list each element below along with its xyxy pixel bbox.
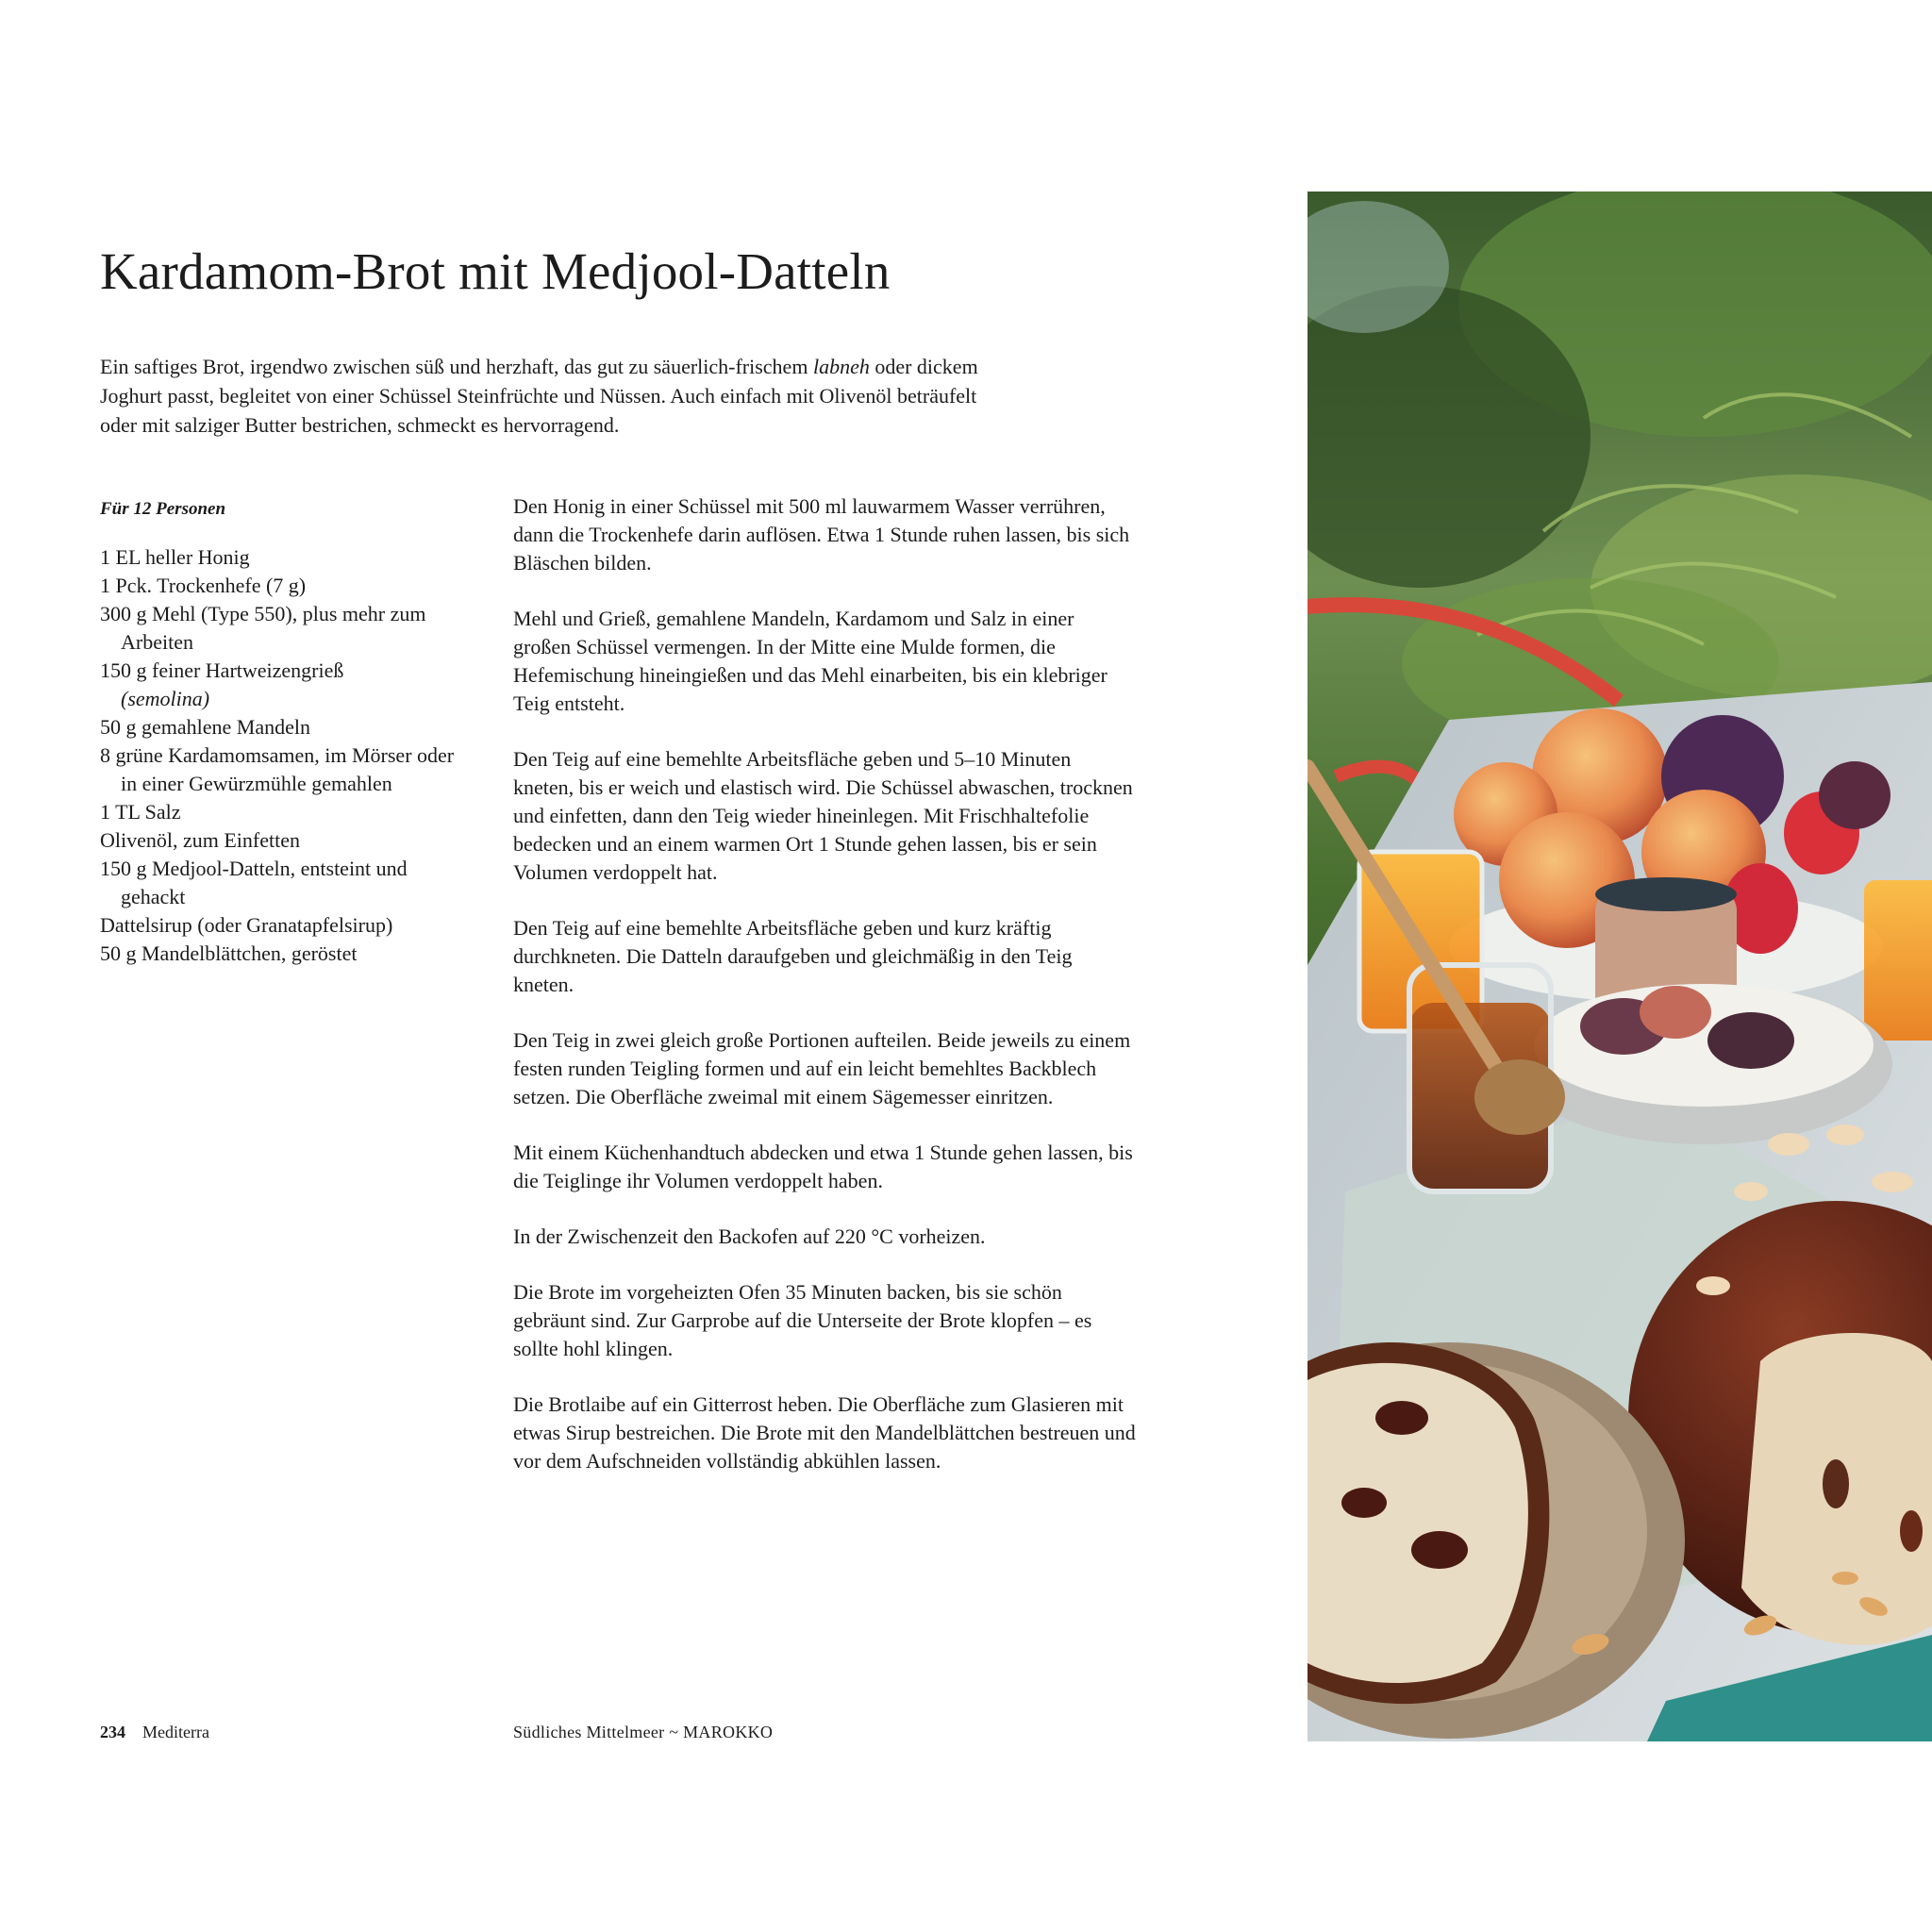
ingredient-item: 1 Pck. Trockenhefe (7 g) bbox=[100, 574, 307, 597]
method-step: Den Teig in zwei gleich große Portionen aufteilen. Beide jeweils zu einem festen runden Teigling formen und auf ein leicht bemehltes Backblech setzen. Die Oberfläche zweimal mit einem Sägemesser einritzen. bbox=[513, 1028, 1131, 1108]
book-title: Mediterra bbox=[142, 1723, 209, 1741]
method-step: Die Brotlaibe auf ein Gitterrost heben. Die Oberfläche zum Glasieren mit etwas Sirup bestreichen. Die Brote mit den Mandelblättchen bestreuen und vor dem Aufschneiden vollständig abkühlen lassen. bbox=[513, 1392, 1136, 1473]
ingredient-item: Dattelsirup (oder Granatapfelsirup) bbox=[100, 913, 393, 937]
method-step: In der Zwischenzeit den Backofen auf 220 °C vorheizen. bbox=[513, 1224, 986, 1248]
method-step: Mit einem Küchenhandtuch abdecken und etwa 1 Stunde gehen lassen, bis die Teiglinge ihr Volumen verdoppelt haben. bbox=[513, 1141, 1133, 1192]
page-number: 234 bbox=[100, 1723, 125, 1741]
method-column bbox=[513, 492, 1136, 1503]
ingredient-item: 50 g gemahlene Mandeln bbox=[100, 715, 310, 739]
ingredient-item: 8 grüne Kardamomsamen, im Mörser oder in einer Gewürzmühle gemahlen bbox=[100, 743, 455, 795]
ingredients-column bbox=[100, 494, 468, 968]
method-step: Mehl und Grieß, gemahlene Mandeln, Kardamom und Salz in einer großen Schüssel vermengen. In der Mitte eine Mulde formen, die Hefemischung hineingießen und das Mehl einarbeiten, bis ein klebriger Teig entsteht. bbox=[513, 607, 1108, 715]
ingredient-item: 150 g Medjool-Datteln, entsteint und gehackt bbox=[100, 857, 408, 908]
method-step: Den Teig auf eine bemehlte Arbeitsfläche geben und kurz kräftig durchkneten. Die Datteln daraufgeben und gleichmäßig in den Teig kneten. bbox=[513, 916, 1073, 996]
ingredient-item: Olivenöl, zum Einfetten bbox=[100, 828, 300, 852]
ingredient-list bbox=[100, 543, 468, 968]
method-step: Den Honig in einer Schüssel mit 500 ml lauwarmem Wasser verrühren, dann die Trockenhefe darin auflösen. Etwa 1 Stunde ruhen lassen, bis sich Bläschen bilden. bbox=[513, 494, 1130, 575]
servings-label: Für 12 Personen bbox=[100, 499, 226, 519]
ingredient-item: 1 TL Salz bbox=[100, 800, 181, 824]
intro-italic-term: labneh bbox=[812, 355, 870, 378]
section-label: Südliches Mittelmeer ~ MAROKKO bbox=[513, 1723, 774, 1741]
page-footer-left bbox=[100, 1723, 209, 1742]
ingredient-item: 300 g Mehl (Type 550), plus mehr zum Arbeiten bbox=[100, 602, 426, 654]
recipe-intro bbox=[100, 352, 1006, 440]
ingredient-item: 150 g feiner Hartweizengrieß bbox=[100, 658, 344, 682]
method-step: Den Teig auf eine bemehlte Arbeitsfläche geben und 5–10 Minuten kneten, bis er weich und elastisch wird. Die Schüssel abwaschen, trocknen und einfetten, dann den Teig wieder hineinlegen. Mit Frischhaltefolie bedecken und an einem warmen Ort 1 Stunde gehen lassen, bis er sein Volumen verdoppelt hat. bbox=[513, 747, 1133, 884]
intro-text-start: Ein saftiges Brot, irgendwo zwischen süß und herzhaft, das gut zu säuerlich-frischem bbox=[100, 355, 813, 378]
bread-fruit-honey-table-photo bbox=[1307, 192, 1932, 1741]
method-step: Die Brote im vorgeheizten Ofen 35 Minuten backen, bis sie schön gebräunt sind. Zur Garprobe auf die Unterseite der Brote klopfen – es sollte hohl klingen. bbox=[513, 1280, 1092, 1360]
ingredient-item: 50 g Mandelblättchen, geröstet bbox=[100, 941, 358, 965]
ingredient-item bbox=[100, 685, 468, 713]
recipe-title: Kardamom-Brot mit Medjool-Datteln bbox=[100, 242, 891, 300]
intro-text-end: oder dickem Joghurt passt, begleitet von einer Schüssel Steinfrüchte und Nüssen. Auch einfach mit Olivenöl beträufelt oder mit salziger Butter bestrichen, schmeckt es hervorragend. bbox=[100, 355, 978, 437]
food-photo-illustration bbox=[1307, 192, 1932, 1741]
ingredient-item: 1 EL heller Honig bbox=[100, 545, 250, 569]
ingredient-note: (semolina) bbox=[121, 687, 210, 710]
